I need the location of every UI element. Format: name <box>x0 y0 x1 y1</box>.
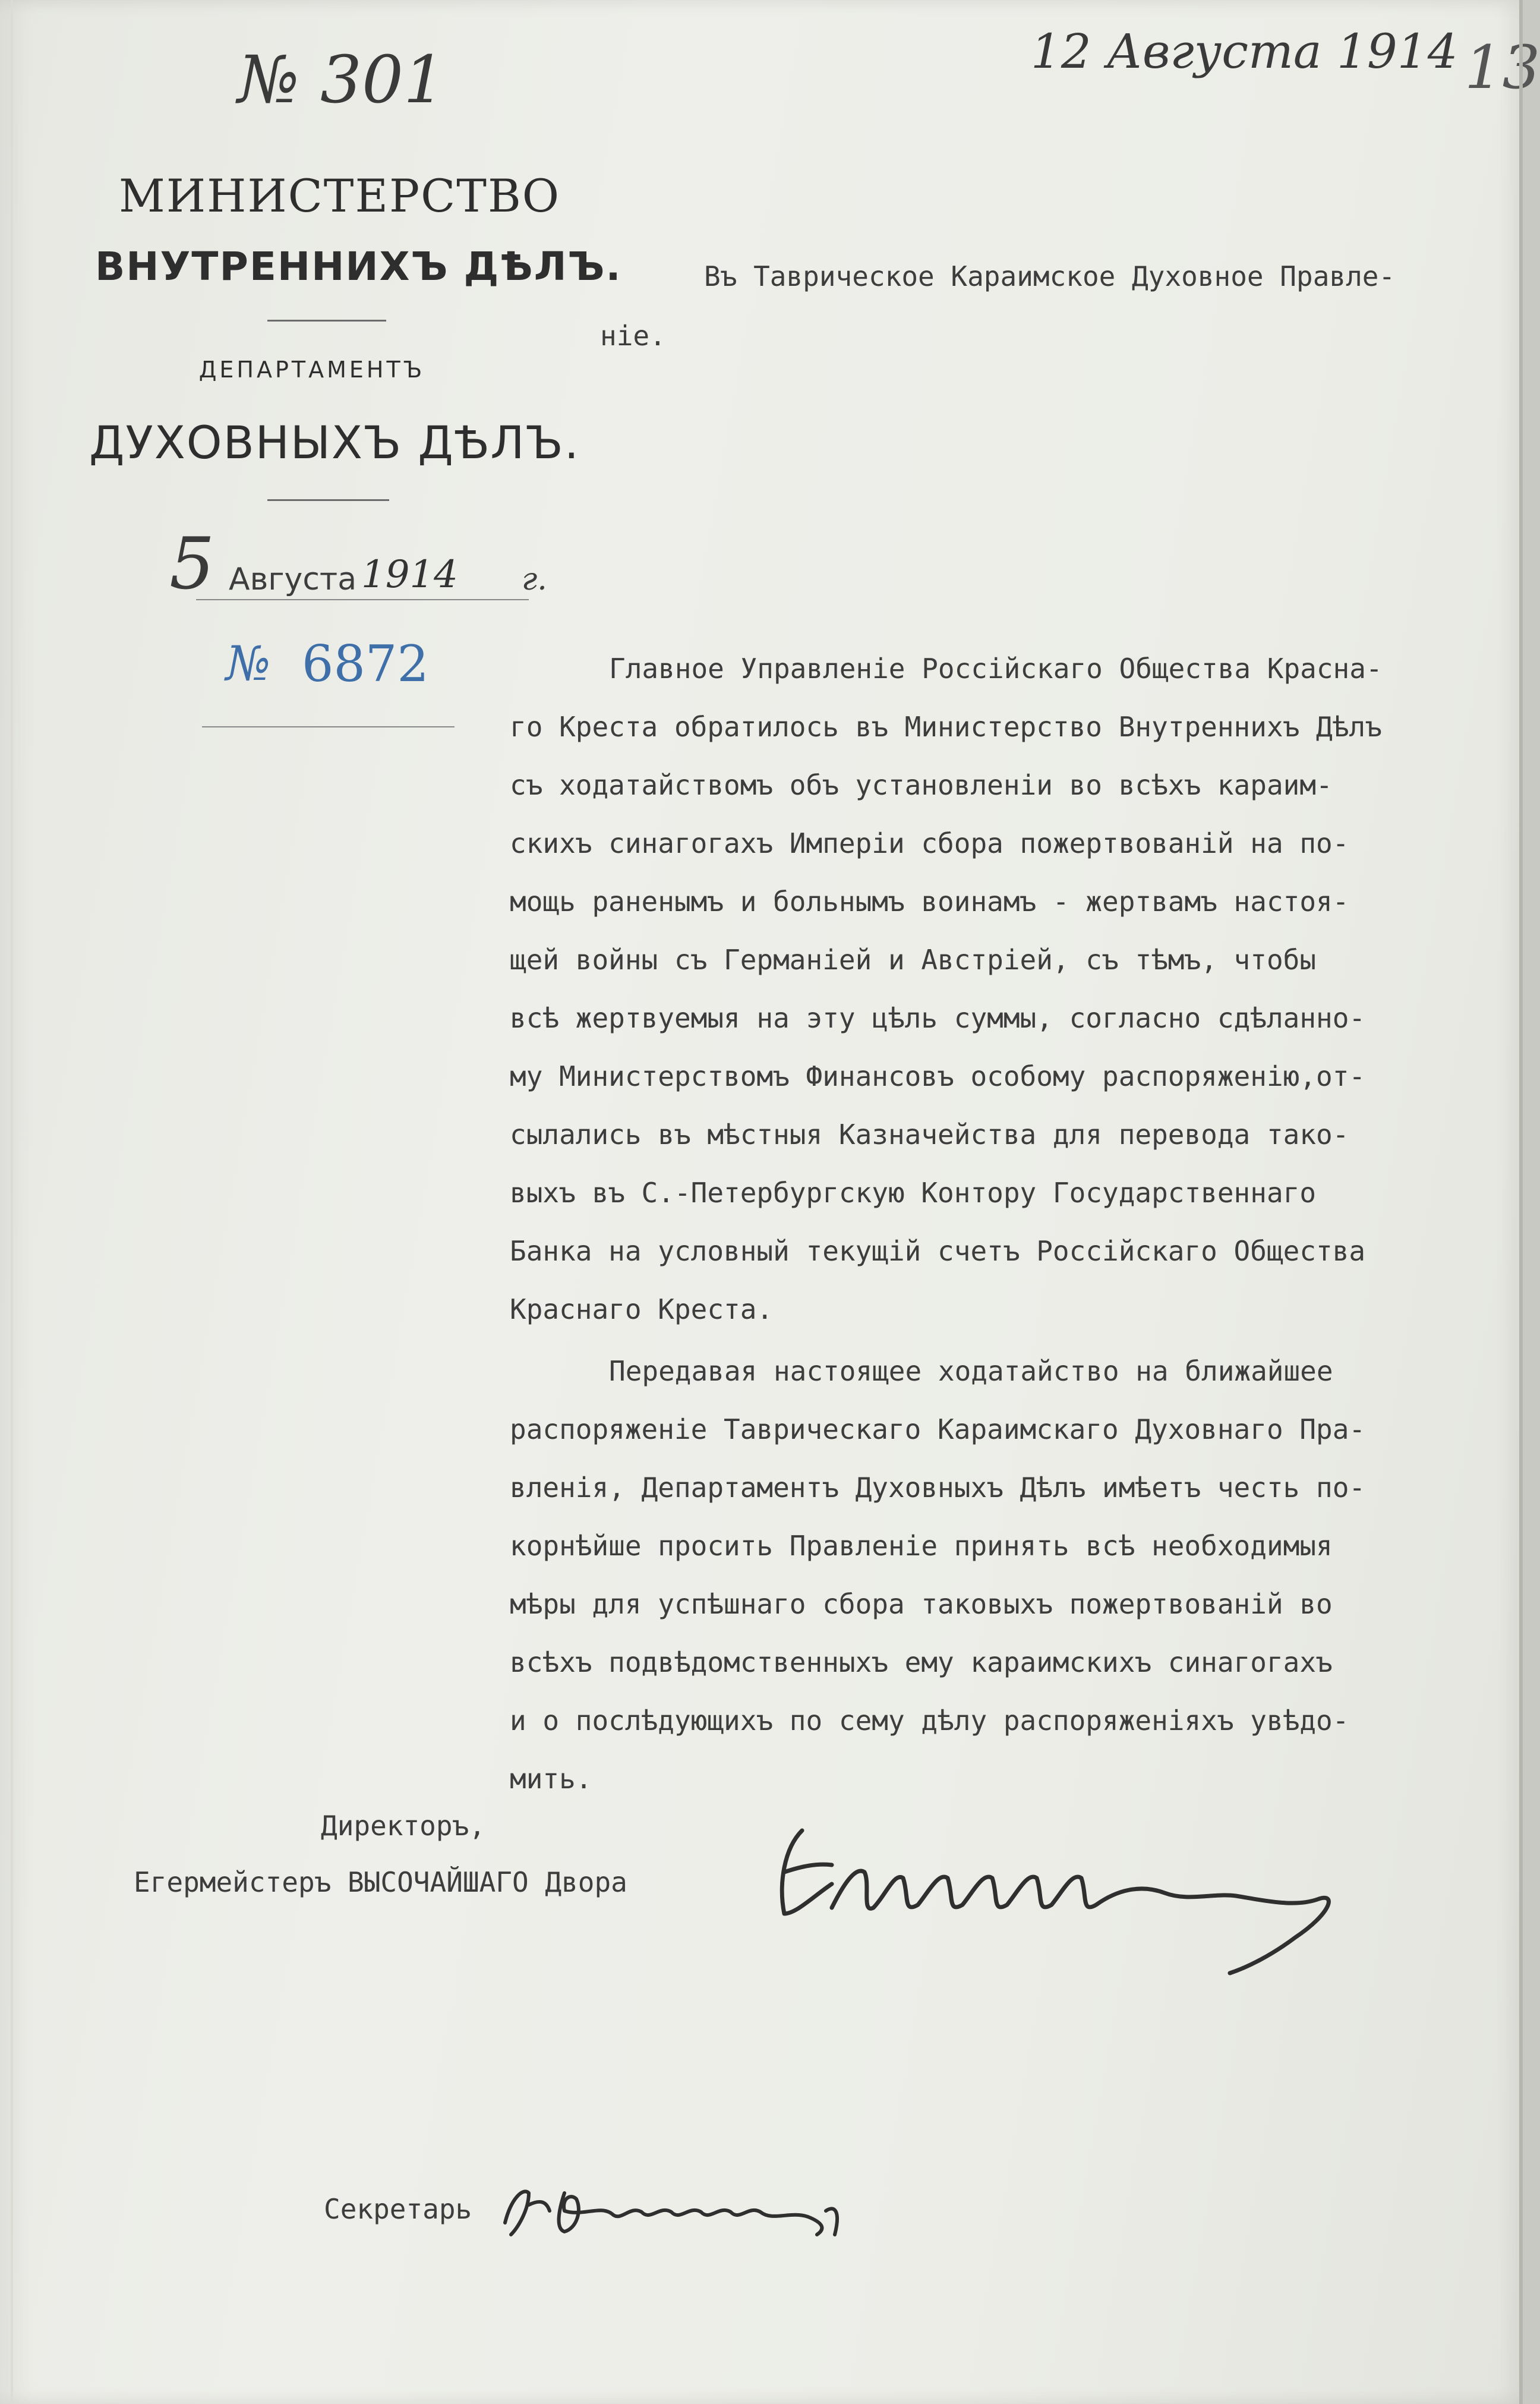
department-label: ДЕПАРТАМЕНТЪ <box>198 357 425 383</box>
body-line: сылались въ мѣстныя Казначейства для перевода тако- <box>510 1118 1349 1151</box>
body-line: мощь раненымъ и больнымъ воинамъ - жертвамъ настоя- <box>510 886 1349 918</box>
body-line: Банка на условный текущій счетъ Россійскаго Общества <box>510 1235 1366 1267</box>
ministry-title-line1: МИНИСТЕРСТВО <box>119 169 561 222</box>
outgoing-number: 6872 <box>302 635 429 693</box>
body-line: Краснаго Креста. <box>510 1293 774 1325</box>
date-year: 1914 <box>361 553 458 597</box>
outgoing-number-prefix: № <box>226 636 271 691</box>
director-title: Директоръ, <box>321 1810 485 1842</box>
body-line: корнѣйше просить Правленіе принять всѣ необходимыя <box>510 1530 1333 1562</box>
secretary-title: Секретарь <box>324 2193 472 2225</box>
body-line: Главное Управленіе Россійскаго Общества Красна- <box>609 653 1383 685</box>
body-line: съ ходатайствомъ объ установленіи во всѣхъ караим- <box>510 769 1333 801</box>
body-line: щей войны съ Германіей и Австріей, съ тѣмъ, чтобы <box>510 944 1317 976</box>
ministry-title-line2: ВНУТРЕННИХЪ ДѢЛЪ. <box>95 244 622 289</box>
body-line: мить. <box>510 1763 592 1795</box>
director-rank: Егермейстеръ ВЫСОЧАЙШАГО Двора <box>134 1866 627 1898</box>
date-day: 5 <box>169 523 215 606</box>
body-line: мѣры для успѣшнаго сбора таковыхъ пожертвованій во <box>510 1588 1333 1620</box>
body-line: му Министерствомъ Финансовъ особому распоряженію,от- <box>510 1060 1366 1092</box>
body-line: распоряженіе Таврическаго Караимскаго Духовнаго Пра- <box>510 1413 1366 1445</box>
body-line: Передавая настоящее ходатайство на ближайшее <box>609 1355 1333 1387</box>
page-number: 13 <box>1465 33 1540 102</box>
body-line: всѣхъ подвѣдомственныхъ ему караимскихъ синагогахъ <box>510 1646 1333 1678</box>
date-suffix: г. <box>522 562 547 597</box>
department-name: ДУХОВНЫХЪ ДѢЛЪ. <box>89 416 580 469</box>
body-line: го Креста обратилось въ Министерство Внутреннихъ Дѣлъ <box>510 711 1382 743</box>
body-line: вленія, Департаментъ Духовныхъ Дѣлъ имѣетъ честь по- <box>510 1472 1366 1504</box>
body-line: и о послѣдующихъ по сему дѣлу распоряженіяхъ увѣдо- <box>510 1704 1349 1737</box>
date-month: Августа <box>229 562 357 597</box>
body-line: всѣ жертвуемыя на эту цѣль суммы, согласно сдѣланно- <box>510 1002 1366 1034</box>
handwritten-date: 12 Августа 1914 <box>1031 24 1458 79</box>
body-line: скихъ синагогахъ Имперіи сбора пожертвованій на по- <box>510 827 1349 859</box>
handwritten-number: № 301 <box>238 42 446 118</box>
body-line: выхъ въ С.-Петербургскую Контору Государственнаго <box>510 1177 1317 1209</box>
address-line1: Въ Таврическое Караимское Духовное Правле- <box>704 260 1396 292</box>
address-line2: ніе. <box>600 320 666 352</box>
